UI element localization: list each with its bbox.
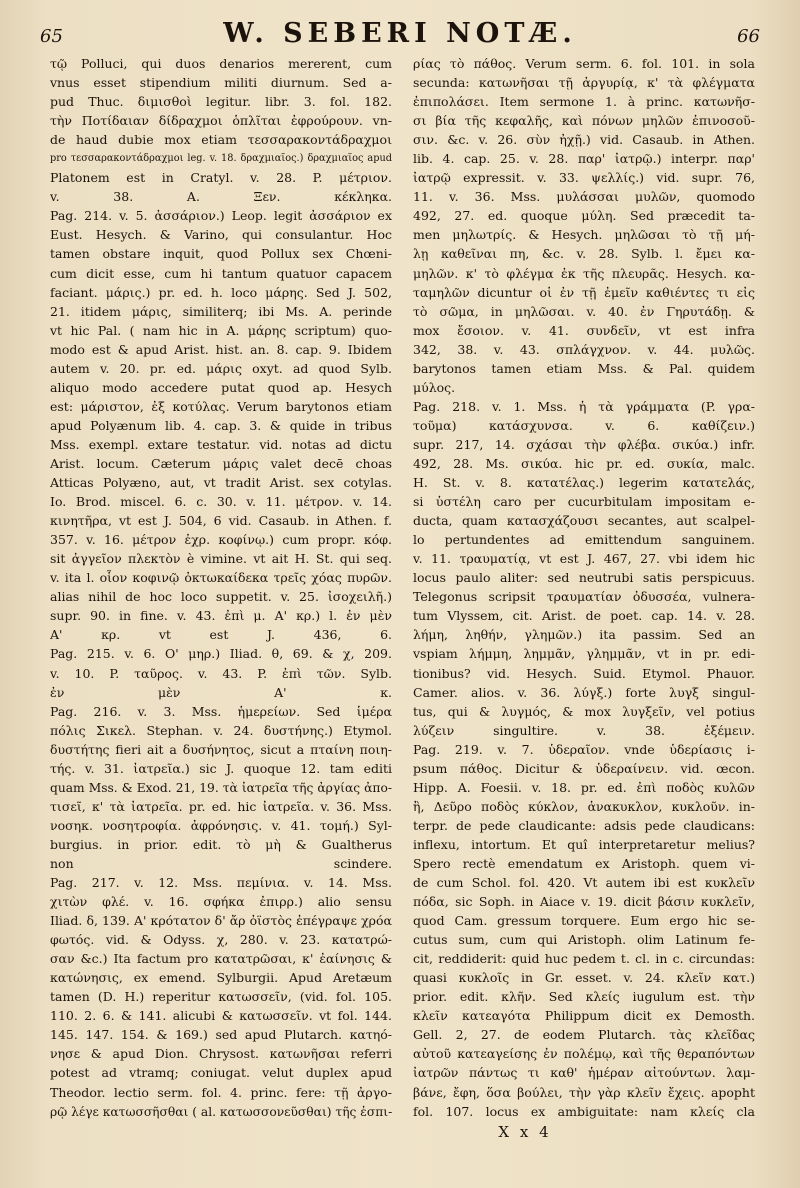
text-line: tionibus? vid. Hesych. Suid. Etymol. Phauor. [413,665,755,681]
text-line: Platonem est in Cratyl. v. 28. P. μέτριον. [50,170,392,186]
text-line: sit ἀγγεῖον πλεκτὸν è vimine. vt ait H. St. qui seq. [50,551,392,567]
text-line: Pag. 217. v. 12. Mss. πεμίνια. v. 14. Mss. [50,875,392,891]
text-line: Atticas Polyæno, aut, vt tradit Arist. sex cotylas. [50,475,392,491]
text-line: vnus esset stipendium militi diurnum. Sed a- [50,75,392,91]
text-line: δυστήτης fieri ait a δυσήνητος, sicut a πταίνη ποιη- [50,741,392,757]
text-line: Hipp. A. Foesii. v. 18. pr. ed. ἐπὶ ποδὸς κυλῶν [413,779,755,795]
text-line: λύζειν singultire. v. 38. ἐξέμειν. [413,722,755,738]
text-line: Pag. 214. v. 5. ἀσσάριον.) Leop. legit ἀσσάριον ex [50,208,392,224]
text-line: supr. 90. in fine. v. 43. ἐπὶ μ. Α' κρ.) l. ἐν μὲν [50,608,392,624]
text-line: faciant. μάρις.) pr. ed. h. loco μάρης. Sed J. 502, [50,284,392,300]
text-line: tamen obstare inquit, quod Pollux sex Chœni- [50,246,392,262]
text-line: burgius. in prior. edit. τὸ μὴ & Gualtherus [50,836,392,852]
text-line: τισεῖ, κ' τὰ ἰατρεῖα. pr. ed. hic ἰατρεῖα. v. 36. Mss. [50,798,392,814]
text-line: Spero rectè emendatum ex Aristoph. quem vi- [413,855,755,871]
text-line: 492, 27. ed. quoque μύλη. Sed præcedit ta- [413,208,755,224]
text-line: alias nihil de hoc loco suppetit. v. 25. ἰσοχειλῆ.) [50,589,392,605]
text-line: κινητῆρα, vt est J. 504, 6 vid. Casaub. in Athen. f. [50,513,392,529]
text-line: 21. itidem μάρις, similiterq; ibi Ms. A. perinde [50,303,392,319]
text-line: μύλος. [413,379,456,395]
text-line: Pag. 219. v. 7. ὑδεραῖον. vnde ὑδερίασις i- [413,741,755,757]
text-line: σι βία τῆς κεφαλῆς, καὶ πόνων μηλῶν ἐπινοσοῦ- [413,113,755,129]
text-line: v. 10. P. ταῦρος. v. 43. P. ἐπὶ τῶν. Sylb. [50,665,392,681]
text-line: pro τεσσαρακοντάδραχμοι leg. v. 18. δραχμιαῖος.) δραχμιαῖος apud [50,153,392,165]
text-line: ἰατρῶν πάντως τι καθ' ἡμέραν αἰτούντων. λαμ- [413,1065,755,1081]
text-line: est: μάριστον, ἐξ κοτύλας. Verum barytonos etiam [50,398,392,414]
text-line: ἐπιπολάσει. Item sermone 1. à princ. κατωνῆσ- [413,94,755,110]
text-line: Arist. locum. Cæterum μάρις valet decē choas [50,455,392,471]
text-line: cutus sum, cum qui Aristoph. olim Latinum fe- [413,932,755,948]
text-columns [50,56,755,1121]
text-line: terpr. de pede claudicante: adsis pede claudicans: [413,817,755,833]
text-line: 11. v. 36. Mss. μυλάσσαι μυλῶν, quomodo [413,189,755,205]
text-line: τὸ σῶμα, in μηλῶσαι. v. 40. ἐν Γηρυτάδῃ. & [413,303,755,319]
text-line: barytonos tamen etiam Mss. & Pal. quidem [413,360,755,376]
text-line: 342, 38. v. 43. σπλάγχνον. v. 44. μυλῶς. [413,341,755,357]
text-line: quasi κυκλοῖς in Gr. esset. v. 24. κλεῖν κατ.) [413,970,755,986]
text-line: ταμηλῶν dicuntur οἱ ἐν τῇ ἐμεῖν καθιέντες τι εἰς [413,284,755,300]
text-line: 145. 147. 154. & 169.) sed apud Plutarch. κατηό- [50,1027,392,1043]
text-line: αὐτοῦ κατεαγείσης ἐν πολέμῳ, καὶ τῆς θεραπόντων [413,1046,755,1062]
text-line: κλεῖν κατεαγότα Philippum dicit ex Demosth. [413,1008,755,1024]
text-line: men μηλωτρίς. & Hesych. μηλῶσαι τὸ τῇ μή- [413,227,755,243]
text-line: quod Cam. gressum torquere. Eum ergo hic se- [413,913,755,929]
text-line: ρίας τὸ πάθος. Verum serm. 6. fol. 101. in sola [413,56,755,71]
text-line: quam Mss. & Exod. 21, 19. τὰ ἰατρεῖα τῆς ἀργίας ἀπο- [50,780,392,795]
text-line: cum dicit esse, cum hi tantum quatuor capacem [50,265,392,281]
text-line: vspiam λήμμη, λημμᾶν, γλημμᾶν, vt in pr. edi- [413,646,755,662]
text-line: psum πάθος. Dicitur & ὑδεραίνειν. vid. œcon. [413,760,755,776]
text-line: λῃ καθεῖναι πη, &c. v. 28. Sylb. l. ἔμει κα- [413,246,755,262]
text-line: Pag. 218. v. 1. Mss. ἡ τὰ γράμματα (P. γρα- [413,398,755,414]
text-line: Gell. 2, 27. de eodem Plutarch. τὰς κλεῖδας [413,1027,755,1043]
text-line: H. St. v. 8. κατατέλας.) legerim κατατελάς, [413,475,755,491]
text-line: πόδα, sic Soph. in Aiace v. 19. dicit βάσιν κυκλεῖν, [413,894,755,910]
text-line: potest ad vtramq; coniugat. velut duplex apud [50,1065,392,1081]
text-line: autem v. 20. pr. ed. μάρις oxyt. ad quod Sylb. [50,360,392,376]
text-line: Iliad. δ, 139. Α' κρότατον δ' ἄρ ὀϊστὸς ἐπέγραψε χρόα [50,913,392,929]
text-line: σιν. &c. v. 26. σὺν ἠχῇ.) vid. Casaub. in Athen. [413,132,755,148]
text-line: νησε & apud Dion. Chrysost. κατωνῆσαι referri [50,1046,392,1062]
text-line: πόλις Σικελ. Stephan. v. 24. δυστήνης.) Etymol. [50,722,392,738]
text-line: Theodor. lectio serm. fol. 4. princ. fere: τῇ ἀργο- [50,1084,392,1100]
text-line: apud Polyænum lib. 4. cap. 3. & quide in tribus [50,417,392,433]
text-line: 357. v. 16. μέτρον ἐχρ. κοφίνῳ.) cum propr. κόφ. [50,532,392,548]
text-line: σαν &c.) Ita factum pro κατατρῶσαι, κ' ἐαίνησις & [50,951,392,967]
text-line: Mss. exempl. extare testatur. vid. notas ad dictu [50,436,392,452]
text-line: inflexu, intortum. Et quî interpretaretur melius? [413,836,755,852]
text-line: Io. Brod. miscel. 6. c. 30. v. 11. μέτρον. v. 14. [50,494,392,510]
text-line: modo est & apud Arist. hist. an. 8. cap. 9. Ibidem [50,341,392,357]
text-line: Α' κρ. vt est J. 436, 6. [50,627,392,643]
text-line: lib. 4. cap. 25. v. 28. παρ' ἰατρῷ.) interpr. παρ' [413,151,755,167]
catchword: X x 4 [498,1123,552,1141]
text-line: τὴν Ποτίδαιαν δίδραχμοι ὁπλῖται ἐφρούρουν. vn- [50,113,392,129]
right-column [413,56,755,1121]
page-number-right: 66 [737,26,760,47]
text-line: tus, qui & λυγμός, & mox λυγξεῖν, vel potius [413,703,755,719]
text-line: tamen (D. H.) reperitur κατωσσεῖν, (vid. fol. 105. [50,989,392,1005]
text-line: fol. 107. locus ex ambiguitate: nam κλείς cla [413,1103,755,1119]
text-line: Eust. Hesych. & Varino, qui consulantur. Hoc [50,227,392,243]
text-line: ἐν μὲν Α' κ. [50,684,392,700]
text-line: v. ita l. οἷον κοφινῷ ὀκτωκαίδεκα τρεῖς χόας πυρῶν. [50,570,392,586]
text-line: Pag. 215. v. 6. Ο' μηρ.) Iliad. θ, 69. & χ, 209. [50,646,392,662]
text-line: χιτὼν φλέ. v. 16. σφήκα ἐπιρρ.) alio sensu [50,894,392,910]
page-header [40,18,760,58]
text-line: Camer. alios. v. 36. λύγξ.) forte λυγξ singul- [413,684,755,700]
text-line: ἰατρῷ expressit. v. 33. ψελλίς.) vid. supr. 76, [413,170,755,186]
left-column [50,56,392,1121]
text-line: secunda: κατωνῆσαι τῇ ἀργυρίᾳ, κ' τὰ φλέγματα [413,75,755,91]
text-line: τῷ Polluci, qui duos denarios mererent, cum [50,56,392,71]
running-title: W. SEBERI NOTÆ. [223,18,577,49]
text-line: Telegonus scripsit τραυματίαν ὀδυσσέα, vulnera- [413,589,755,605]
text-line: tum Vlyssem, cit. Arist. de poet. cap. 14. v. 28. [413,608,755,624]
text-line: de haud dubie mox etiam τεσσαρακοντάδραχμοι [50,132,392,148]
text-line: supr. 217, 14. σχάσαι τὴν φλέβα. σικύα.) infr. [413,436,755,452]
text-line: νοσηκ. νοσητροφία. ἀφρόνησις. v. 41. τομή.) Syl- [50,817,392,833]
text-line: mox ἔσοιον. v. 41. συνδεῖν, vt est infra [413,322,755,338]
text-line: μηλῶν. κ' τὸ φλέγμα ἐκ τῆς πλευρᾶς. Hesych. κα- [413,265,755,281]
text-line: ἢ, Δεῦρο ποδὸς κύκλον, ἀνακυκλον, κυκλοῦν. in- [413,798,755,814]
text-line: vt hic Pal. ( nam hic in A. μάρης scriptum) quo- [50,322,392,338]
text-line: λήμη, ληθήν, γλημῶν.) ita passim. Sed an [413,627,755,643]
text-line: si ὑστέλη caro per cucurbitulam impositam e- [413,494,755,510]
text-line: v. 38. A. Ξεν. κέκληκα. [50,189,392,205]
text-line: Pag. 216. v. 3. Mss. ἡμερείων. Sed ἱμέρα [50,703,392,719]
text-line: aliquo modo accedere putat quod ap. Hesych [50,379,392,395]
text-line: βάνε, ἔφη, ὅσα βούλει, τὴν γὰρ κλεῖν ἔχεις. apopht [413,1084,755,1100]
text-line: τοῦμα) κατάσχυνσα. v. 6. καθίζειν.) [413,417,755,433]
text-line: de cum Schol. fol. 420. Vt autem ibi est κυκλεῖν [413,875,755,891]
text-line: lo pertundentes ad emittendum sanguinem. [413,532,755,548]
text-line: 492, 28. Ms. σικύα. hic pr. ed. συκία, malc. [413,455,755,471]
text-line: τής. v. 31. ἰατρεῖα.) sic J. quoque 12. tam editi [50,760,392,776]
page-number-left: 65 [40,26,63,47]
text-line: pud Thuc. διμισθοὶ legitur. libr. 3. fol. 182. [50,94,392,110]
text-line: 110. 2. 6. & 141. alicubi & κατωσσεῖν. vt fol. 144. [50,1008,392,1024]
text-line: ducta, quam κατασχάζουσι secantes, aut scalpel- [413,513,755,529]
text-line: ρῷ λέγε κατωσσῆσθαι ( al. κατωσσονεῦσθαι) τῆς ἐσπι- [50,1104,392,1119]
text-line: non scindere. [50,855,392,871]
text-line: cit, reddiderit: quid huc pedem t. cl. in c. circundas: [413,951,755,967]
text-line: prior. edit. κλῆν. Sed κλείς iugulum est. τὴν [413,989,755,1005]
text-line: κατώνησις, ex emend. Sylburgii. Apud Aretæum [50,970,392,986]
text-line: v. 11. τραυματίᾳ, vt est J. 467, 27. vbi idem hic [413,551,755,567]
text-line: locus paulo aliter: sed neutrubi satis perspicuus. [413,570,755,586]
text-line: φωτός. vid. & Odyss. χ, 280. v. 23. κατατρώ- [50,932,392,948]
